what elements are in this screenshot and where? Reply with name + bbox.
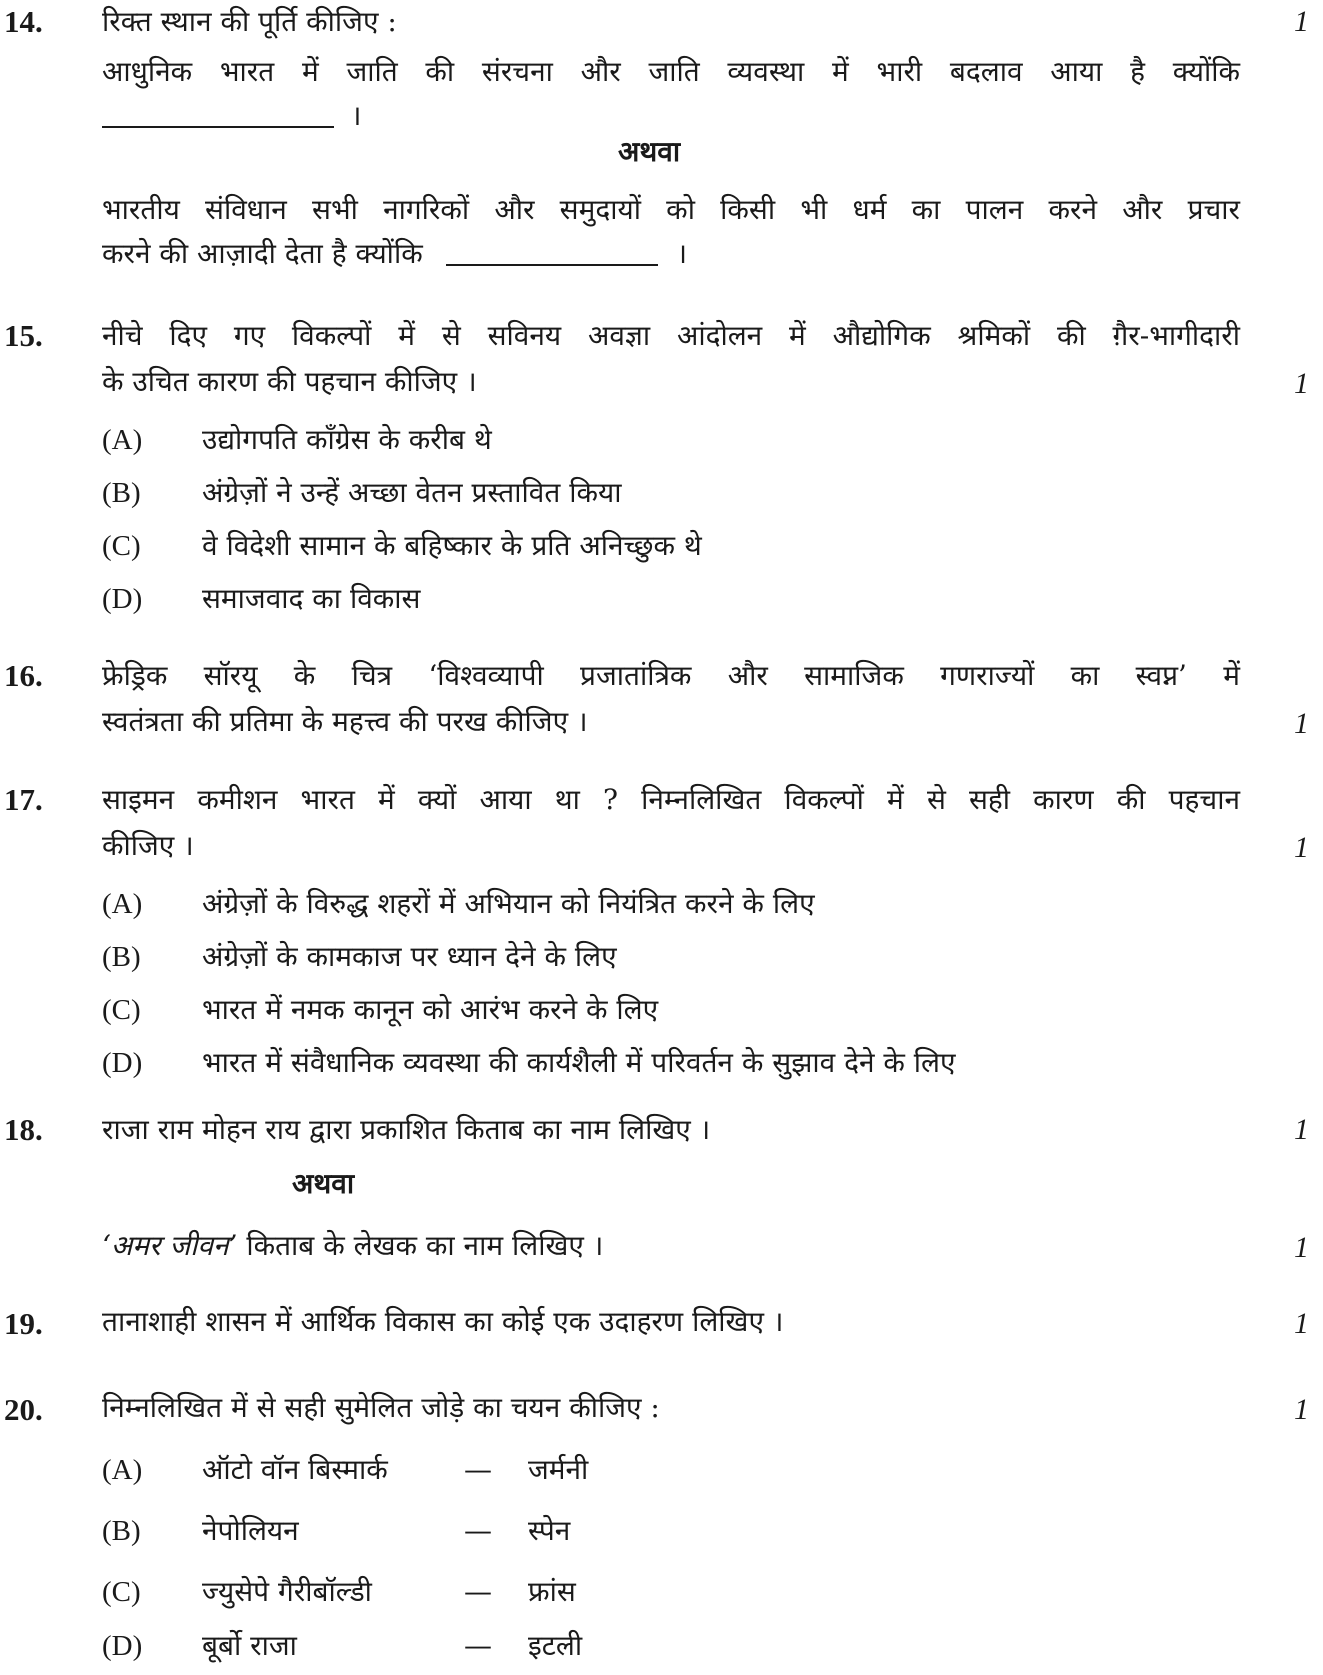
alt-text: किताब के लेखक का नाम लिखिए । bbox=[237, 1229, 604, 1262]
pair-left: ऑटो वॉन बिस्मार्क bbox=[202, 1453, 388, 1486]
question-text-line: साइमन कमीशन भारत में क्यों आया था ? निम्नलिखित विकल्पों में से सही कारण की पहचान bbox=[102, 783, 1240, 816]
question-text-line bbox=[102, 1226, 603, 1266]
option-text: समाजवाद का विकास bbox=[202, 582, 421, 615]
question-text-line bbox=[102, 234, 687, 274]
pair-dash: — bbox=[464, 1453, 492, 1486]
question-text-line: फ्रेड्रिक सॉरयू के चित्र ‘विश्वव्यापी प्रजातांत्रिक और सामाजिक गणराज्यों का स्वप्न’ में bbox=[102, 659, 1240, 692]
or-label: अथवा bbox=[292, 1167, 355, 1200]
question-marks: 1 bbox=[1294, 1393, 1309, 1426]
pair-dash: — bbox=[464, 1575, 492, 1608]
question-text-line: आधुनिक भारत में जाति की संरचना और जाति व्यवस्था में भारी बदलाव आया है क्योंकि bbox=[102, 55, 1240, 88]
pair-right: जर्मनी bbox=[528, 1453, 589, 1486]
option-label: (C) bbox=[102, 994, 141, 1026]
option-text: भारत में नमक कानून को आरंभ करने के लिए bbox=[202, 993, 659, 1026]
option-text: भारत में संवैधानिक व्यवस्था की कार्यशैली में परिवर्तन के सुझाव देने के लिए bbox=[202, 1046, 956, 1079]
question-text-line: के उचित कारण की पहचान कीजिए । bbox=[102, 365, 477, 398]
question-text-line: स्वतंत्रता की प्रतिमा के महत्त्व की परख कीजिए । bbox=[102, 705, 588, 738]
option-label: (D) bbox=[102, 1630, 143, 1662]
pair-right: फ्रांस bbox=[528, 1575, 576, 1608]
question-marks: 1 bbox=[1294, 707, 1309, 740]
question-number: 20. bbox=[4, 1392, 43, 1427]
option-label: (B) bbox=[102, 1515, 141, 1547]
option-text: वे विदेशी सामान के बहिष्कार के प्रति अनिच्छुक थे bbox=[202, 529, 702, 562]
question-text-line: तानाशाही शासन में आर्थिक विकास का कोई एक उदाहरण लिखिए । bbox=[102, 1305, 784, 1338]
question-number: 14. bbox=[4, 4, 43, 39]
question-marks: 1 bbox=[1294, 1231, 1309, 1264]
pair-left: बूर्बो राजा bbox=[202, 1629, 297, 1662]
option-label: (B) bbox=[102, 477, 141, 509]
pair-left: ज्युसेपे गैरीबॉल्डी bbox=[202, 1575, 372, 1608]
pair-right: स्पेन bbox=[528, 1514, 571, 1547]
pair-dash: — bbox=[464, 1514, 492, 1547]
fill-blank-line bbox=[102, 96, 362, 136]
question-number: 16. bbox=[4, 658, 43, 693]
question-number: 19. bbox=[4, 1306, 43, 1341]
option-label: (D) bbox=[102, 583, 143, 615]
danda-mark: । bbox=[676, 237, 688, 270]
question-text-line: निम्नलिखित में से सही सुमेलित जोड़े का चयन कीजिए : bbox=[102, 1391, 660, 1424]
option-label: (A) bbox=[102, 888, 143, 920]
question-prompt: रिक्त स्थान की पूर्ति कीजिए : bbox=[102, 5, 397, 38]
option-label: (D) bbox=[102, 1047, 143, 1079]
danda-mark: । bbox=[350, 99, 362, 132]
question-text-line: राजा राम मोहन राय द्वारा प्रकाशित किताब का नाम लिखिए । bbox=[102, 1113, 711, 1146]
question-marks: 1 bbox=[1294, 5, 1309, 38]
option-label: (A) bbox=[102, 1454, 143, 1486]
question-number: 17. bbox=[4, 782, 43, 817]
option-label: (C) bbox=[102, 1576, 141, 1608]
question-number: 18. bbox=[4, 1112, 43, 1147]
question-text-line: कीजिए । bbox=[102, 829, 194, 862]
option-label: (C) bbox=[102, 530, 141, 562]
or-label: अथवा bbox=[618, 135, 681, 168]
answer-blank bbox=[102, 98, 334, 128]
option-text: अंग्रेज़ों के विरुद्ध शहरों में अभियान को नियंत्रित करने के लिए bbox=[202, 887, 815, 920]
option-label: (A) bbox=[102, 424, 143, 456]
question-text-line: भारतीय संविधान सभी नागरिकों और समुदायों को किसी भी धर्म का पालन करने और प्रचार bbox=[102, 193, 1240, 226]
question-text-line: नीचे दिए गए विकल्पों में से सविनय अवज्ञा आंदोलन में औद्योगिक श्रमिकों की ग़ैर-भागीदारी bbox=[102, 319, 1240, 352]
option-text: अंग्रेज़ों ने उन्हें अच्छा वेतन प्रस्तावित किया bbox=[202, 476, 622, 509]
question-marks: 1 bbox=[1294, 1113, 1309, 1146]
option-label: (B) bbox=[102, 941, 141, 973]
pair-dash: — bbox=[464, 1629, 492, 1662]
pair-left: नेपोलियन bbox=[202, 1514, 299, 1547]
option-text: अंग्रेज़ों के कामकाज पर ध्यान देने के लिए bbox=[202, 940, 617, 973]
question-marks: 1 bbox=[1294, 831, 1309, 864]
question-marks: 1 bbox=[1294, 1307, 1309, 1340]
alt-text: करने की आज़ादी देता है क्योंकि bbox=[102, 237, 423, 270]
answer-blank bbox=[446, 236, 658, 266]
pair-right: इटली bbox=[528, 1629, 583, 1662]
question-marks: 1 bbox=[1294, 367, 1309, 400]
option-text: उद्योगपति काँग्रेस के करीब थे bbox=[202, 423, 492, 456]
book-title: ‘अमर जीवन’ bbox=[102, 1229, 238, 1262]
question-number: 15. bbox=[4, 318, 43, 353]
